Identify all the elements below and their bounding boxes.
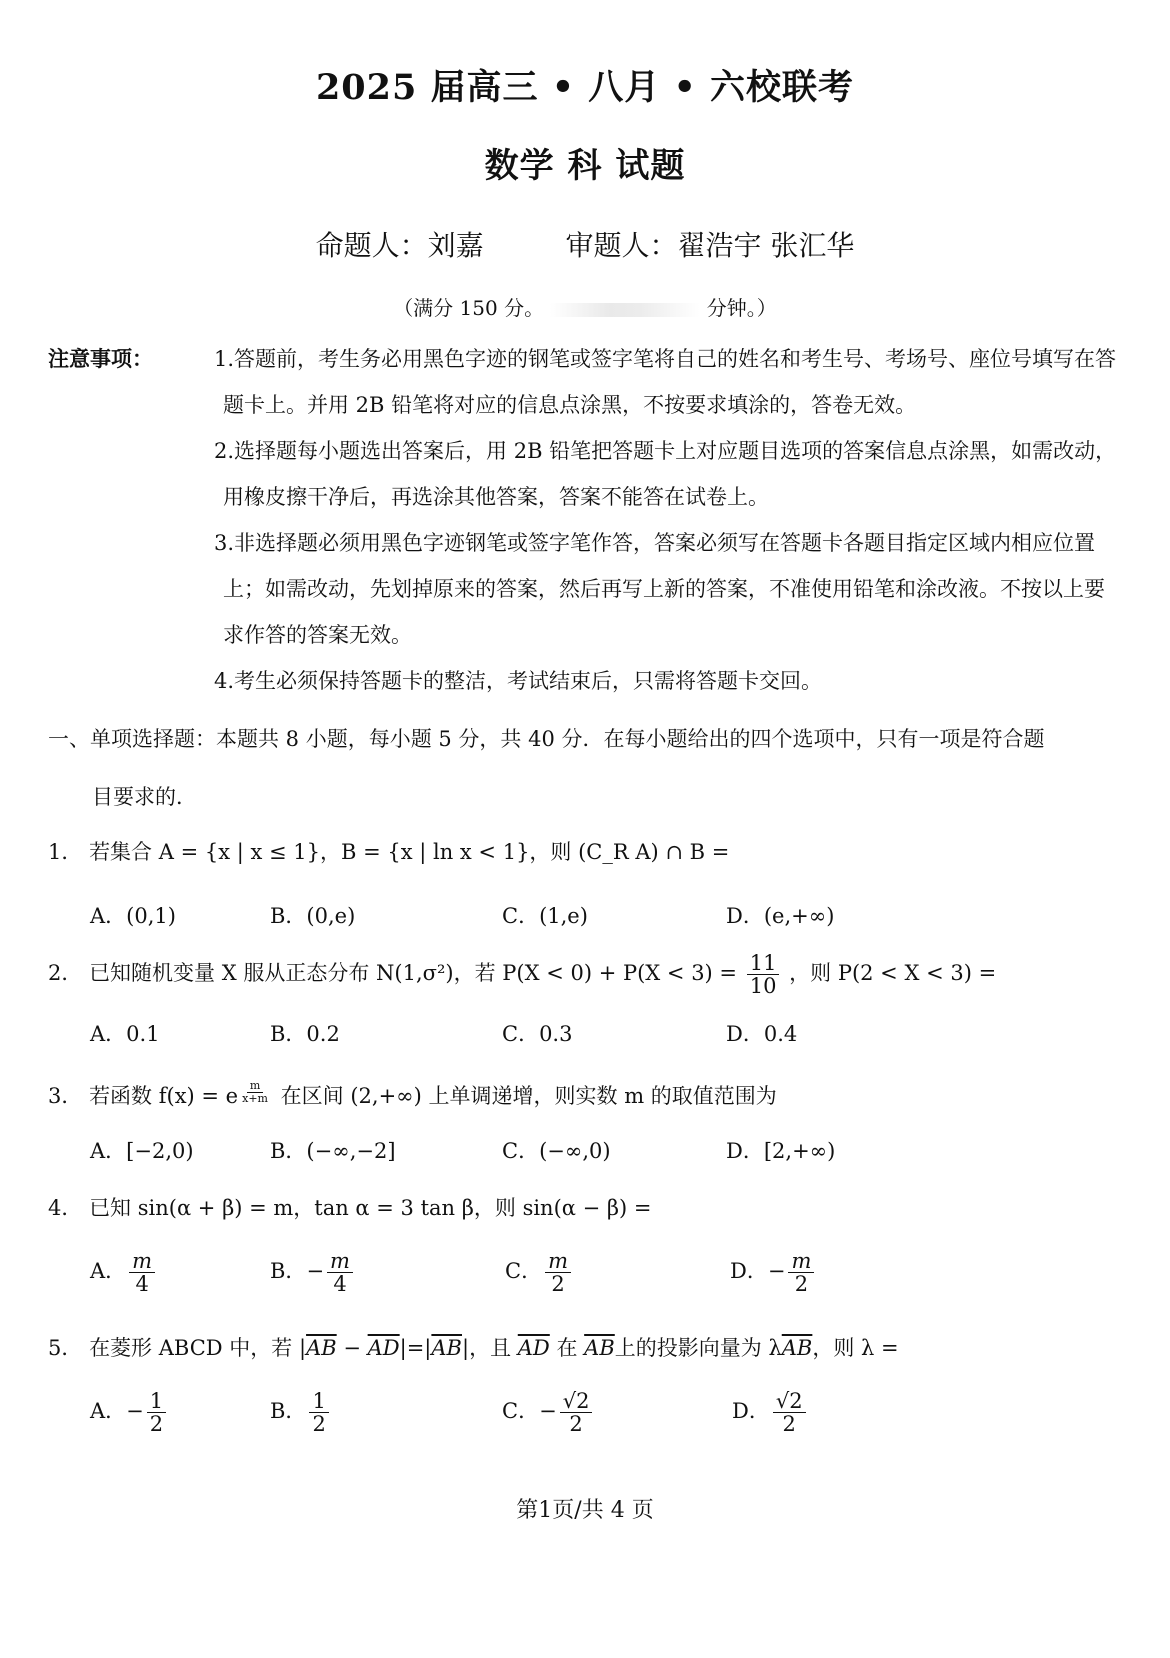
vector-ab: $\overline{AB}$ [431, 1336, 462, 1360]
time-blank [550, 303, 700, 317]
option-a[interactable]: A．[−2,0) [90, 1139, 194, 1163]
question-text-after: 在区间 (2,+∞) 上单调递增，则实数 m 的取值范围为 [280, 1084, 777, 1108]
question-text-before: 若函数 f(x) = e [89, 1084, 239, 1108]
vector-ab: $\overline{AB}$ [584, 1336, 615, 1360]
option-fraction: $\frac{1}{2}$ [147, 1390, 166, 1435]
fraction-denominator: 10 [749, 974, 777, 999]
exponent-fraction [239, 1080, 271, 1104]
fraction-numerator: 11 [747, 952, 780, 975]
exponent-numerator: m [247, 1080, 263, 1093]
vector-ab: $\overline{AB}$ [781, 1336, 813, 1360]
vector-ab: $\overline{AB}$ [306, 1336, 337, 1360]
question-1 [48, 836, 1120, 866]
notice-block [48, 336, 1120, 704]
option-a[interactable]: A．(0,1) [90, 904, 176, 928]
notice-item: 2.选择题每小题选出答案后，用 2B 铅笔把答题卡上对应题目选项的答案信息点涂黑，如需改动，用橡皮擦干净后，再选涂其他答案，答案不能答在试卷上。 [214, 439, 1117, 509]
option-c[interactable]: C．− $\frac{√2}{2}$ [502, 1390, 595, 1435]
score-line [0, 292, 1170, 321]
page-footer: 第1页/共 4 页 [516, 1498, 654, 1523]
question-number: 2． [48, 961, 83, 986]
authors-line [0, 224, 1170, 264]
option-b[interactable]: B．− $\frac{m}{4}$ [270, 1250, 356, 1295]
option-c[interactable]: C． $\frac{m}{2}$ [505, 1250, 574, 1295]
question-text: 若集合 A = {x | x ≤ 1}，B = {x | ln x < 1}，则 (C_R A) ∩ B = [89, 840, 730, 864]
option-b[interactable]: B．(0,e) [270, 904, 356, 928]
exam-title: 2025 届高三 • 八月 • 六校联考 [315, 67, 855, 108]
option-fraction: $\frac{m}{2}$ [545, 1250, 571, 1295]
option-fraction: $\frac{m}{4}$ [327, 1250, 353, 1295]
question-4 [48, 1192, 1120, 1222]
notice-item: 3.非选择题必须用黑色字迹钢笔或签字笔作答，答案必须写在答题卡各题目指定区域内相应位置上；如需改动，先划掉原来的答案，然后再写上新的答案，不准使用铅笔和涂改液。不按以上要求作答的答案无效。 [214, 531, 1105, 647]
question-2 [48, 952, 1120, 997]
question-number: 4． [48, 1196, 83, 1220]
score-prefix: （满分 150 分。 [393, 296, 545, 320]
option-b[interactable]: B．0.2 [270, 1022, 340, 1046]
question-text: 已知 sin(α + β) = m，tan α = 3 tan β，则 sin(α − β) = [89, 1196, 652, 1220]
vector-ad: $\overline{AD}$ [517, 1336, 550, 1360]
option-fraction: $\frac{√2}{2}$ [773, 1390, 806, 1435]
option-b[interactable]: B． $\frac{1}{2}$ [270, 1390, 332, 1435]
option-d[interactable]: D．[2,+∞) [726, 1139, 836, 1163]
option-fraction: $\frac{m}{4}$ [129, 1250, 155, 1295]
fraction [747, 952, 780, 997]
notice-item: 1.答题前，考生务必用黑色字迹的钢笔或签字笔将自己的姓名和考生号、考场号、座位号填写在答题卡上。并用 2B 铅笔将对应的信息点涂黑，不按要求填涂的，答卷无效。 [214, 347, 1117, 417]
exam-subtitle: 数学 科 试题 [484, 146, 686, 186]
option-c[interactable]: C．(1,e) [502, 904, 588, 928]
notice-heading: 注意事项： [48, 346, 153, 371]
section-line-1: 一、单项选择题：本题共 8 小题，每小题 5 分，共 40 分．在每小题给出的四个选项中，只有一项是符合题 [48, 727, 1045, 751]
option-a[interactable]: A．0.1 [90, 1022, 160, 1046]
question-number: 5． [48, 1336, 83, 1360]
option-a[interactable]: A．− $\frac{1}{2}$ [90, 1390, 169, 1435]
option-a[interactable]: A． $\frac{m}{4}$ [90, 1250, 158, 1295]
option-fraction: $\frac{1}{2}$ [309, 1390, 328, 1435]
notice-item: 4.考生必须保持答题卡的整洁，考试结束后，只需将答题卡交回。 [214, 669, 823, 693]
option-d[interactable]: D． $\frac{√2}{2}$ [732, 1390, 809, 1435]
vector-ad: $\overline{AD}$ [367, 1336, 400, 1360]
section-line-2: 目要求的． [92, 785, 197, 809]
option-b[interactable]: B．(−∞,−2] [270, 1139, 396, 1163]
question-number: 3． [48, 1084, 83, 1108]
score-suffix: 分钟。） [706, 296, 777, 320]
option-d[interactable]: D．(e,+∞) [726, 904, 835, 928]
exponent-denominator: x+m [242, 1091, 268, 1105]
reviewer-label: 审题人：翟浩宇 张汇华 [565, 229, 855, 262]
question-3 [48, 1080, 1120, 1110]
question-text-after: ，则 P(2 < X < 3) = [789, 961, 997, 986]
option-d[interactable]: D．0.4 [726, 1022, 798, 1046]
option-fraction: $\frac{√2}{2}$ [560, 1390, 593, 1435]
question-number: 1． [48, 840, 83, 864]
question-text-before: 已知随机变量 X 服从正态分布 N(1,σ²)，若 P(X < 0) + P(X < 3) = [89, 961, 738, 986]
section-heading [48, 710, 1120, 826]
option-d[interactable]: D．− $\frac{m}{2}$ [730, 1250, 817, 1295]
question-5: 5． 在菱形 ABCD 中，若 $|\overline{AB} - \overline{AD}|=|\overline{AB}|$，且 $\overline{AD}$ 在 $\overline{AB}$上的投影向量为 $\lambda\overline{AB}$，则 λ = [48, 1336, 899, 1360]
option-c[interactable]: C．0.3 [502, 1022, 573, 1046]
author-label: 命题人：刘嘉 [315, 229, 484, 262]
option-fraction: $\frac{m}{2}$ [788, 1250, 814, 1295]
option-c[interactable]: C．(−∞,0) [502, 1139, 611, 1163]
